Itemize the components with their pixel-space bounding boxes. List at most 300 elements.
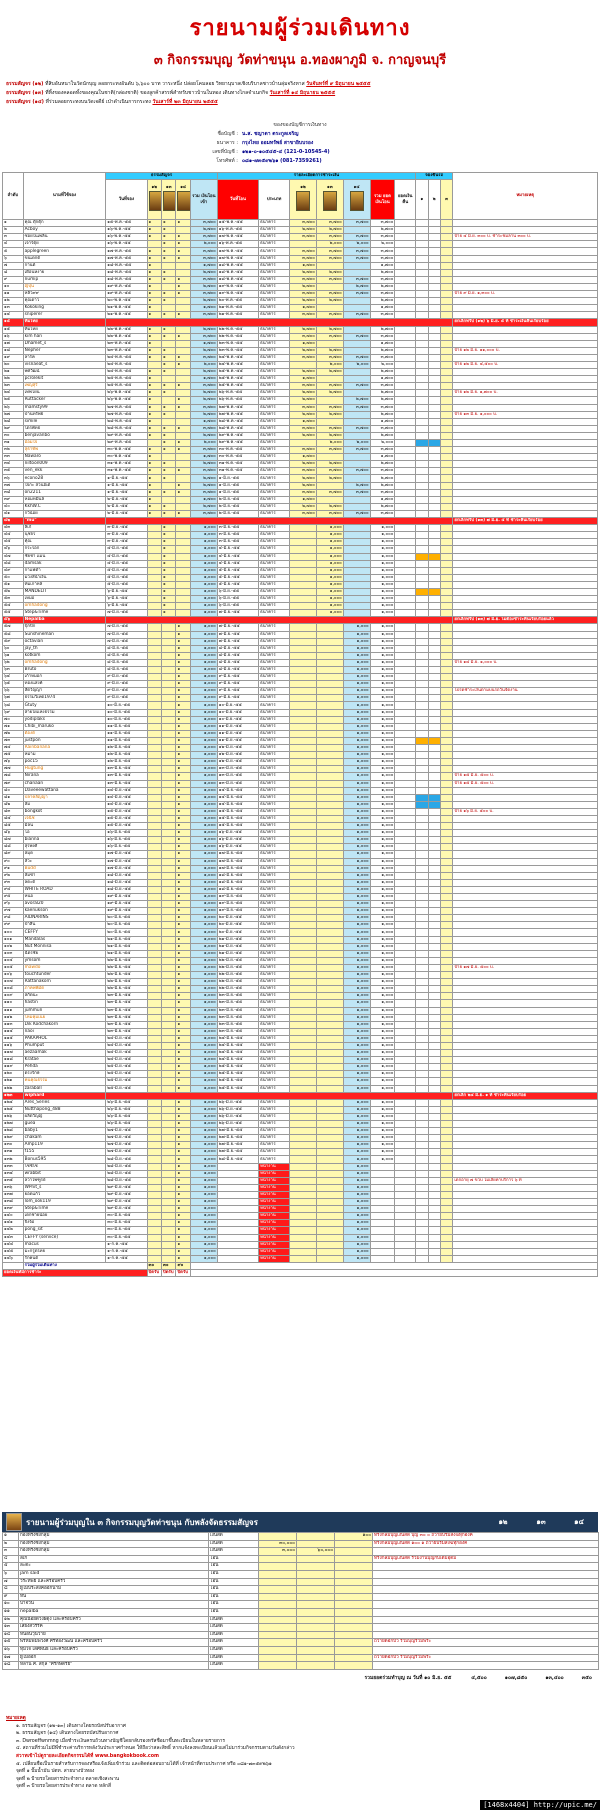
cell-trip-13: ๑ — [162, 369, 176, 376]
cell-bus-a — [416, 794, 428, 801]
cell-name: kim han — [23, 333, 106, 340]
cell-paytype: ธนาคาร — [259, 709, 290, 716]
cell-paydate — [217, 1191, 258, 1198]
cell-no: ๑๓๑ — [3, 1149, 24, 1156]
cell-grand: ๑,๐๐๐ — [370, 1085, 395, 1092]
don-12 — [259, 1586, 297, 1594]
cell-trip-12: ๑ — [147, 390, 161, 397]
cell-pay-14: ๑,๐๐๐ — [343, 808, 370, 815]
cell-refund — [395, 851, 416, 858]
cell-total: ๓,๗๐๐ — [190, 291, 217, 298]
cell-grand: ๒,๗๐๐ — [370, 503, 395, 510]
cell-trip-14: ๑ — [176, 1156, 190, 1163]
cell-note — [453, 567, 598, 574]
cell-paytype: ธนาคาร — [259, 972, 290, 979]
cell-no: ๗ — [3, 262, 24, 269]
cell-name: Nepher — [23, 347, 106, 354]
cell-refund — [395, 1121, 416, 1128]
cell-trip-12 — [147, 879, 161, 886]
cell-trip-12 — [147, 837, 161, 844]
table-row — [3, 588, 598, 595]
cell-paydate: ๑๕-มิ.ย.-๕๕ — [217, 815, 258, 822]
remark-line: ๓. Dwroeffwnmng เมื่อชำระเงินครบถ้วนทางบัญชีโดยกลับรองหรัสชื่อมาขึ้นทะเบียนในหลายรายการ — [16, 1738, 225, 1744]
cell-note — [453, 667, 598, 674]
cell-pay-12 — [290, 851, 317, 858]
cell-refund — [395, 723, 416, 730]
cell-bus-a — [416, 603, 428, 610]
account-value: ๑๒๑-๐-๑๐๕๔๕-๔ (121-0-10545-4) — [242, 149, 330, 155]
cell-pay-13: ๒,๗๐๐ — [316, 326, 343, 333]
cell-pay-12: ๑,๗๐๐ — [290, 262, 317, 269]
donation-sum: ๔,๕๐๐ — [471, 1674, 487, 1681]
cell-name: Bonus595 — [23, 1156, 106, 1163]
cell-bus-b — [428, 737, 440, 744]
cell-trip-12 — [147, 752, 161, 759]
cell-paytype: ธนาคาร — [259, 688, 290, 695]
cell-no: ๙๗ — [3, 908, 24, 915]
cell-date: ๒๔-มิ.ย.-๕๕ — [106, 1057, 147, 1064]
don-note — [373, 1570, 599, 1578]
cell-trip-14: ๑ — [176, 844, 190, 851]
cell-bus-a — [416, 496, 428, 503]
cell-grand: ๑,๐๐๐ — [370, 667, 395, 674]
cell-refund — [395, 1106, 416, 1113]
cell-pay-12 — [290, 794, 317, 801]
cell-total: ๒,๐๐๐ — [190, 361, 217, 368]
cell-paydate: ๒๓-มิ.ย.-๕๕ — [217, 1007, 258, 1014]
cell-pay-12: ๒,๗๐๐ — [290, 298, 317, 305]
cell-refund — [395, 610, 416, 617]
don-14 — [335, 1662, 373, 1670]
table-row — [3, 298, 598, 305]
cell-trip-12: ๑ — [147, 312, 161, 319]
cell-trip-14: ๑ — [176, 1021, 190, 1028]
cell-pay-13 — [316, 922, 343, 929]
table-row — [3, 1128, 598, 1135]
cell-total: ๒,๗๐๐ — [190, 326, 217, 333]
cell-refund — [395, 397, 416, 404]
cell-pay-13 — [316, 1170, 343, 1177]
cell-paydate: ๗-มิ.ย.-๕๕ — [217, 610, 258, 617]
cell-name: ymsom — [23, 957, 106, 964]
cell-pay-12 — [290, 539, 317, 546]
cell-pay-13 — [316, 283, 343, 290]
don-no: ๕ — [3, 1563, 19, 1571]
cell-note — [453, 227, 598, 234]
cell-pay-12 — [290, 993, 317, 1000]
cell-total: ๑,๐๐๐ — [190, 936, 217, 943]
cell-bus-a — [416, 652, 428, 659]
cell-pay-14: ๑,๐๐๐ — [343, 1007, 370, 1014]
cell-pay-14 — [343, 539, 370, 546]
cell-pay-12 — [290, 1227, 317, 1234]
cell-date: ๑๐-มิ.ย.-๕๕ — [106, 702, 147, 709]
cell-trip-12 — [147, 361, 161, 368]
cell-trip-12 — [147, 1050, 161, 1057]
table-row — [3, 1213, 598, 1220]
cell-bus-a — [416, 468, 428, 475]
table-row — [3, 688, 598, 695]
cell-trip-14: ๑ — [176, 950, 190, 957]
cell-paydate: ๒๘-พ.ค.-๕๕ — [217, 425, 258, 432]
cell-total: ๒,๗๐๐ — [190, 503, 217, 510]
cell-no: ๑๐๓ — [3, 950, 24, 957]
cell-bus-a — [416, 908, 428, 915]
cell-total: ๑,๐๐๐ — [190, 972, 217, 979]
cell-grand: ๒,๗๐๐ — [370, 475, 395, 482]
table-row — [3, 1106, 598, 1113]
cell-bus-c — [440, 425, 452, 432]
cell-trip-12 — [147, 1177, 161, 1184]
don-note — [373, 1548, 599, 1556]
cell-name: baby1 — [23, 1128, 106, 1135]
cell-grand: ๑,๐๐๐ — [370, 801, 395, 808]
cell-pay-12: ๑,๗๐๐ — [290, 454, 317, 461]
cell-trip-13 — [162, 1113, 176, 1120]
cell-trip-12: ๑ — [147, 482, 161, 489]
cell-total: ๓,๗๐๐ — [190, 489, 217, 496]
cell-pay-12 — [290, 986, 317, 993]
cell-trip-14: ๑ — [176, 312, 190, 319]
cell-trip-14: ๑ — [176, 510, 190, 517]
cell-refund — [395, 645, 416, 652]
cell-grand — [370, 1234, 395, 1241]
cell-pay-12 — [290, 1064, 317, 1071]
cell-trip-13: ๑ — [162, 440, 176, 447]
remark-subline: จุดที่ ๑ ปั๊มน้ำมัน ปตท. สายบางบัวทอง — [16, 1769, 95, 1775]
cell-paytype: ธนาคาร — [259, 1028, 290, 1035]
account-info — [150, 121, 450, 166]
cell-note — [453, 333, 598, 340]
cell-date: ๔-มิ.ย.-๕๕ — [106, 553, 147, 560]
table-row — [3, 858, 598, 865]
cell-date: ๑๗-มิ.ย.-๕๕ — [106, 858, 147, 865]
cell-trip-14: ๑ — [176, 865, 190, 872]
cell-paytype: ธนาคาร — [259, 979, 290, 986]
cell-pay-12 — [290, 1135, 317, 1142]
cell-pay-14: ๑,๐๐๐ — [343, 1071, 370, 1078]
cell-pay-14: ๑,๐๐๐ — [343, 872, 370, 879]
cell-trip-12 — [147, 858, 161, 865]
cell-trip-14: ๑ — [176, 659, 190, 666]
cell-pay-14 — [343, 581, 370, 588]
cell-note — [453, 1142, 598, 1149]
cell-bus-a — [416, 1064, 428, 1071]
account-row — [150, 157, 450, 166]
cell-pay-12 — [290, 872, 317, 879]
cell-trip-13 — [162, 1234, 176, 1241]
cell-paytype: ธนาคาร — [259, 503, 290, 510]
cell-refund — [395, 794, 416, 801]
cell-grand: ๑,๐๐๐ — [370, 1099, 395, 1106]
table-row — [3, 787, 598, 794]
cell-note — [453, 957, 598, 964]
cell-trip-12: ๑ — [147, 298, 161, 305]
cell-note — [453, 972, 598, 979]
cell-trip-13 — [162, 879, 176, 886]
cell-trip-14: ๑ — [176, 1191, 190, 1198]
cell-no: ๙๔ — [3, 886, 24, 893]
cell-grand: ๑,๗๐๐ — [370, 418, 395, 425]
cell-trip-14: ๑ — [176, 397, 190, 404]
cell-paydate: ๑๗-พ.ค.-๕๕ — [217, 248, 258, 255]
cell-pay-13: ๒,๗๐๐ — [316, 390, 343, 397]
cell-trip-14 — [176, 546, 190, 553]
cell-pay-12 — [290, 1206, 317, 1213]
cell-name: ญี่ปุ่น — [23, 283, 106, 290]
cell-trip-14: ๑ — [176, 830, 190, 837]
cell-total: ๒,๗๐๐ — [190, 397, 217, 404]
cell-bus-c — [440, 1050, 452, 1057]
cell-pay-14: ๓,๗๐๐ — [343, 276, 370, 283]
cell-paydate: ๑๘-มิ.ย.-๕๕ — [217, 886, 258, 893]
cell-grand: ๒,๗๐๐ — [370, 461, 395, 468]
cell-pay-13 — [316, 730, 343, 737]
cell-pay-12: ๒,๗๐๐ — [290, 269, 317, 276]
donation-row — [3, 1639, 599, 1647]
account-value: กรุงไทย ออมทรัพย์ สาขายิบบรอง — [242, 140, 314, 146]
cell-trip-12 — [147, 957, 161, 964]
cell-trip-14: ๑ — [176, 815, 190, 822]
cell-bus-b — [428, 879, 440, 886]
cell-total: ๑,๐๐๐ — [190, 588, 217, 595]
cell-refund — [395, 787, 416, 794]
cell-trip-13 — [162, 752, 176, 759]
cell-date: ๒๒-มิ.ย.-๕๕ — [106, 964, 147, 971]
col-date: วันที่จอง — [106, 180, 147, 220]
cell-trip-13 — [162, 376, 176, 383]
cell-trip-13 — [162, 986, 176, 993]
cell-paydate: ๑๗-พ.ค.-๕๕ — [217, 255, 258, 262]
cell-note — [453, 241, 598, 248]
cell-total: ๓,๗๐๐ — [190, 333, 217, 340]
cell-grand: ๑,๐๐๐ — [370, 638, 395, 645]
cell-paydate: ๗-มิ.ย.-๕๕ — [217, 624, 258, 631]
cell-paytype: ธนาคาร — [259, 1135, 290, 1142]
cell-no: ๕๘ — [3, 631, 24, 638]
cell-pay-12: ๑,๗๐๐ — [290, 376, 317, 383]
table-row — [3, 596, 598, 603]
don-type: โอน — [209, 1593, 259, 1601]
cell-trip-14: ๑ — [176, 354, 190, 361]
cell-name: hastin — [23, 1000, 106, 1007]
donation-sum: ๓๕๐ — [581, 1674, 592, 1681]
cell-trip-14: ๑ — [176, 1199, 190, 1206]
donation-row — [3, 1593, 599, 1601]
cell-paydate: ๒๔-มิ.ย.-๕๕ — [217, 1057, 258, 1064]
table-row — [3, 1135, 598, 1142]
cell-refund — [395, 248, 416, 255]
cell-trip-14: ๑ — [176, 794, 190, 801]
table-row — [3, 823, 598, 830]
cell-grand: ๑,๐๐๐ — [370, 752, 395, 759]
cell-bus-b — [428, 603, 440, 610]
cell-bus-c — [440, 823, 452, 830]
cell-paydate: ๒๘-มิ.ย.-๕๕ — [217, 1156, 258, 1163]
cell-total: ๒,๗๐๐ — [190, 269, 217, 276]
cell-no: ๖๕ — [3, 681, 24, 688]
cell-bus-a — [416, 1021, 428, 1028]
don-14 — [335, 1555, 373, 1563]
cell-pay-13: ๒,๗๐๐ — [316, 461, 343, 468]
cell-trip-13 — [162, 674, 176, 681]
cell-refund — [395, 383, 416, 390]
cell-bus-a — [416, 759, 428, 766]
cell-bus-b — [428, 745, 440, 752]
cell-refund — [395, 773, 416, 780]
table-row — [3, 1248, 598, 1255]
cell-pay-13 — [316, 894, 343, 901]
cell-trip-12 — [147, 773, 161, 780]
table-row — [3, 475, 598, 482]
cell-trip-13 — [162, 794, 176, 801]
cell-paytype: หน้างาน — [259, 1227, 290, 1234]
event-text: ที่ทิ้งของคลอดทั้งของคุณในชาติ(กล่องชาติ) ของลูกค้าสรรพ์สำหรับชาวบ้านในทอง เดินทางไกลจำเนกกิจ — [45, 90, 270, 96]
table-row — [3, 1057, 598, 1064]
cell-trip-14: ๑ — [176, 283, 190, 290]
cell-trip-12 — [147, 574, 161, 581]
cell-refund — [395, 234, 416, 241]
cell-bus-b — [428, 276, 440, 283]
cell-note: ป้าย ๙ มิ.ย. ๑,๓๐๐ บ. — [453, 291, 598, 298]
cell-name: kotkom — [23, 652, 106, 659]
cell-bus-b — [428, 340, 440, 347]
cell-trip-14 — [176, 496, 190, 503]
cell-grand: ๑,๗๐๐ — [370, 340, 395, 347]
cell-no: ๖ — [3, 255, 24, 262]
table-row — [3, 1085, 598, 1092]
cell-trip-12 — [147, 794, 161, 801]
cell-no: ๒๑ — [3, 369, 24, 376]
cell-total: ๑,๐๐๐ — [190, 865, 217, 872]
cell-bus-c — [440, 1234, 452, 1241]
cell-name: Ares_Series — [23, 1099, 106, 1106]
cell-grand — [370, 1248, 395, 1255]
cell-date: ๒๘-มิ.ย.-๕๕ — [106, 1177, 147, 1184]
cell-pay-13: ๑,๐๐๐ — [316, 560, 343, 567]
cell-bus-b — [428, 964, 440, 971]
cell-total: ๓,๗๐๐ — [190, 255, 217, 262]
cell-trip-12 — [147, 993, 161, 1000]
table-row — [3, 1113, 598, 1120]
cell-bus-c — [440, 759, 452, 766]
cell-name: หม่าม — [23, 752, 106, 759]
don-14 — [335, 1616, 373, 1624]
table-row — [3, 461, 598, 468]
cell-trip-14 — [176, 305, 190, 312]
cell-total: ๑,๐๐๐ — [190, 1007, 217, 1014]
cell-paydate: ๑๔-มิ.ย.-๕๕ — [217, 801, 258, 808]
cell-bus-b — [428, 546, 440, 553]
cell-pay-13 — [316, 1050, 343, 1057]
cell-bus-a — [416, 851, 428, 858]
cell-trip-14: ๑ — [176, 1028, 190, 1035]
cell-bus-c — [440, 354, 452, 361]
cell-pay-13: ๓,๗๐๐ — [316, 383, 343, 390]
cell-name: Chibi_maruko — [23, 723, 106, 730]
cell-trip-14: ๑ — [176, 1220, 190, 1227]
cell-no: ๓๒ — [3, 447, 24, 454]
cell-trip-13 — [162, 844, 176, 851]
cell-total: ๑,๐๐๐ — [190, 872, 217, 879]
cell-trip-14 — [176, 567, 190, 574]
cell-paydate: ๑๙-พ.ค.-๕๕ — [217, 291, 258, 298]
cell-paytype: ธนาคาร — [259, 525, 290, 532]
cell-bus-b — [428, 723, 440, 730]
cell-paydate — [217, 1227, 258, 1234]
cell-total: ๑,๐๐๐ — [190, 610, 217, 617]
cell-name: ลัวะ — [23, 858, 106, 865]
cell-refund — [395, 376, 416, 383]
cell-bus-c — [440, 432, 452, 439]
cell-date: ๑๗-พ.ค.-๕๕ — [106, 248, 147, 255]
cell-grand: ๑,๐๐๐ — [370, 979, 395, 986]
don-note: ถวายดอกบัว ร่วมบุญร่วมพระ — [373, 1654, 599, 1662]
cell-pay-14: ๑,๐๐๐ — [343, 730, 370, 737]
cell-pay-13 — [316, 986, 343, 993]
cell-trip-12 — [147, 695, 161, 702]
cell-date: ๒๘-มิ.ย.-๕๕ — [106, 1156, 147, 1163]
cell-note — [453, 312, 598, 319]
cell-paydate: ๙-มิ.ย.-๕๕ — [217, 681, 258, 688]
cell-date: ๑๙-พ.ค.-๕๕ — [106, 291, 147, 298]
cell-paydate — [217, 1206, 258, 1213]
table-row — [3, 908, 598, 915]
cell-grand: ๑,๐๐๐ — [370, 986, 395, 993]
cell-paydate: ๑๗-มิ.ย.-๕๕ — [217, 865, 258, 872]
cell-trip-12 — [147, 808, 161, 815]
cell-grand: ๑,๐๐๐ — [370, 539, 395, 546]
cell-paydate: ๒๒-มิ.ย.-๕๕ — [217, 972, 258, 979]
cell-paytype: ธนาคาร — [259, 326, 290, 333]
don-12 — [259, 1631, 297, 1639]
cell-trip-12 — [147, 603, 161, 610]
cell-name: chanaan — [23, 780, 106, 787]
cell-name: applegreen — [23, 248, 106, 255]
cell-bus-a — [416, 482, 428, 489]
cell-trip-12 — [147, 1255, 161, 1262]
cell-grand: ๒,๐๐๐ — [370, 241, 395, 248]
cell-bus-c — [440, 766, 452, 773]
cell-bus-a — [416, 1085, 428, 1092]
cell-note — [453, 1255, 598, 1262]
cell-bus-a — [416, 879, 428, 886]
cell-trip-13 — [162, 1007, 176, 1014]
cell-pay-14: ๑,๐๐๐ — [343, 830, 370, 837]
cell-paydate: ๑๙-พ.ค.-๕๕ — [217, 283, 258, 290]
cell-grand: ๑,๐๐๐ — [370, 1007, 395, 1014]
cell-trip-12 — [147, 759, 161, 766]
table-row — [3, 1149, 598, 1156]
cell-bus-b — [428, 1156, 440, 1163]
table-row — [3, 936, 598, 943]
cell-bus-b — [428, 801, 440, 808]
cell-note — [453, 787, 598, 794]
cell-date: ๑๓-มิ.ย.-๕๕ — [106, 773, 147, 780]
cell-bus-c — [440, 915, 452, 922]
cell-note — [453, 1113, 598, 1120]
cell-note — [453, 794, 598, 801]
cell-refund — [395, 1021, 416, 1028]
pay-14-thumbnail — [350, 191, 364, 211]
cell-trip-13 — [162, 1163, 176, 1170]
cell-trip-14: ๑ — [176, 745, 190, 752]
cell-trip-14: ๑ — [176, 759, 190, 766]
cell-name: ไซซ์ไซ — [23, 1163, 106, 1170]
cell-paydate: ๑๖-พ.ค.-๕๕ — [217, 227, 258, 234]
cell-name: กาแฟดำ — [23, 567, 106, 574]
cell-trip-14: ๑ — [176, 1206, 190, 1213]
